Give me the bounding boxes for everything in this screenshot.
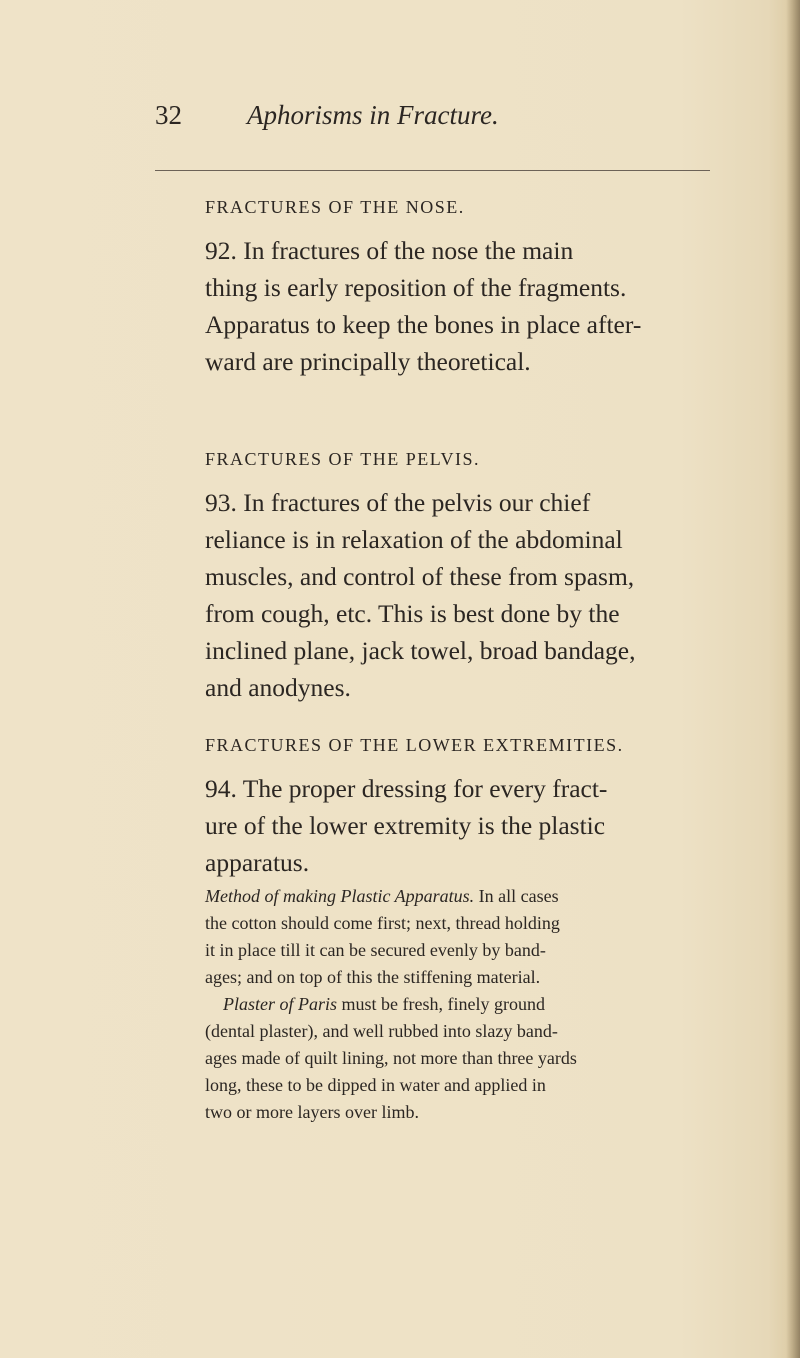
paragraph-line: 92. In fractures of the nose the main	[205, 236, 574, 265]
page-number: 32	[155, 100, 182, 130]
paragraph-line: from cough, etc. This is best done by the	[205, 599, 620, 628]
note-lead-italic: Method of making Plastic Apparatus.	[205, 886, 475, 906]
note-line: the cotton should come first; next, thread holding	[205, 913, 560, 933]
note-plaster	[205, 991, 710, 1126]
note-line: two or more layers over limb.	[205, 1102, 419, 1122]
note-line: ages; and on top of this the stiffening material.	[205, 967, 541, 987]
paragraph-line: ward are principally theoretical.	[205, 347, 531, 376]
note-method	[205, 883, 710, 991]
section-heading-lower-extremities: FRACTURES OF THE LOWER EXTREMITIES.	[205, 735, 624, 755]
section-heading-pelvis: FRACTURES OF THE PELVIS.	[205, 449, 481, 469]
paragraph-line: reliance is in relaxation of the abdominal	[205, 525, 623, 554]
paragraph-line: thing is early reposition of the fragments.	[205, 273, 627, 302]
paragraph-line: apparatus.	[205, 848, 310, 877]
header-rule	[155, 170, 710, 171]
note-line: it in place till it can be secured evenly by band-	[205, 940, 546, 960]
paragraph-line: 93. In fractures of the pelvis our chief	[205, 488, 591, 517]
paragraph-92	[205, 232, 710, 380]
paragraph-line: and anodynes.	[205, 673, 351, 702]
paragraph-line: muscles, and control of these from spasm,	[205, 562, 635, 591]
paragraph-93	[205, 484, 710, 706]
note-line: long, these to be dipped in water and applied in	[205, 1075, 546, 1095]
paragraph-line: 94. The proper dressing for every fract-	[205, 774, 608, 803]
page-edge-shadow	[786, 0, 800, 1358]
note-line: ages made of quilt lining, not more than three yards	[205, 1048, 577, 1068]
note-first-line	[205, 883, 710, 910]
paragraph-94	[205, 770, 710, 881]
note-first-line	[205, 991, 710, 1018]
running-head	[155, 100, 715, 140]
note-lead-italic: Plaster of Paris	[223, 994, 338, 1014]
note-line: (dental plaster), and well rubbed into slazy band-	[205, 1021, 558, 1041]
section-heading-nose: FRACTURES OF THE NOSE.	[205, 197, 465, 217]
paragraph-line: Apparatus to keep the bones in place after-	[205, 310, 642, 339]
paragraph-line: inclined plane, jack towel, broad bandage,	[205, 636, 636, 665]
running-title: Aphorisms in Fracture.	[247, 100, 499, 130]
note-first-line-rest: In all cases	[474, 886, 559, 906]
paragraph-line: ure of the lower extremity is the plastic	[205, 811, 606, 840]
note-first-line-rest: must be fresh, finely ground	[337, 994, 545, 1014]
